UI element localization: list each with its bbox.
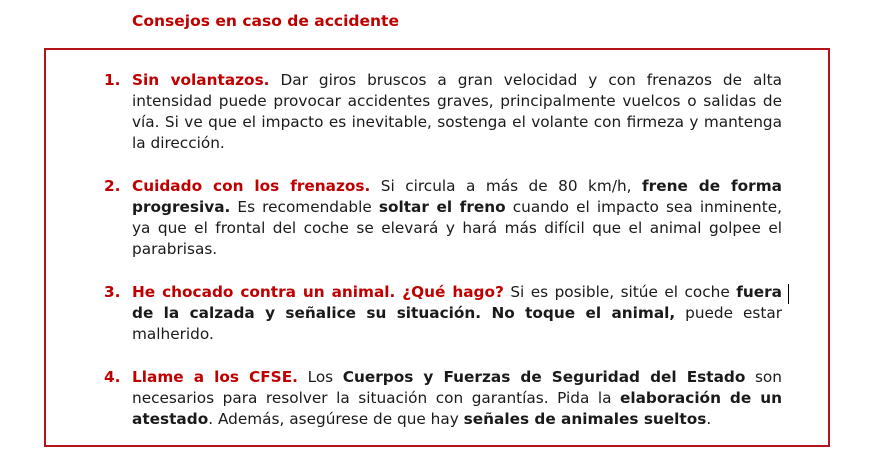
item-text: . Además, asegúrese de que hay <box>208 410 464 428</box>
advice-list <box>104 70 783 452</box>
item-bold-text: señales de animales sueltos <box>463 410 707 428</box>
item-bold-text: Cuerpos y Fuerzas de Seguridad del Estado <box>342 368 746 386</box>
item-bold-text: elaboración de un atestado <box>132 389 783 428</box>
advice-item-2 <box>104 176 782 260</box>
item-lead: Cuidado con los frenazos. <box>132 177 371 195</box>
item-text: Si circula a más de 80 km/h, <box>370 177 642 195</box>
text-cursor <box>788 284 789 304</box>
item-text: Los <box>297 368 343 386</box>
item-text: . <box>706 410 712 428</box>
item-number: 2. <box>104 177 121 195</box>
item-text: son necesarios para resolver la situación con garantías. Pida la <box>132 368 782 407</box>
item-text: Es recomendable <box>230 198 379 216</box>
advice-item-3 <box>104 282 782 345</box>
item-text: Si es posible, sitúe el coche <box>503 283 737 301</box>
item-text: puede estar malherido. <box>132 304 782 343</box>
item-lead: Sin volantazos. <box>132 71 270 89</box>
item-number: 3. <box>104 283 121 301</box>
item-bold-text: fuera de la calzada y señalice su situación. No toque el animal, <box>132 283 782 322</box>
item-lead: Llame a los CFSE. <box>132 368 298 386</box>
item-lead: He chocado contra un animal. ¿Qué hago? <box>132 283 504 301</box>
item-number: 4. <box>104 368 121 386</box>
advice-item-4 <box>104 367 783 430</box>
item-bold-text: soltar el freno <box>378 198 506 216</box>
item-text: Dar giros bruscos a gran velocidad y con frenazos de alta intensidad puede provocar accidentes graves, principalmente vuelcos o salidas de vía. Si ve que el impacto es inevitable, sostenga el volante con firmeza y mantenga la dirección. <box>132 71 782 152</box>
advice-item-1 <box>104 70 782 154</box>
item-text: cuando el impacto sea inminente, ya que el frontal del coche se elevará y hará más difícil que el animal golpee el parabrisas. <box>132 198 782 258</box>
document-heading: Consejos en caso de accidente <box>132 12 399 30</box>
item-number: 1. <box>104 71 121 89</box>
item-bold-text: frene de forma progresiva. <box>132 177 782 216</box>
